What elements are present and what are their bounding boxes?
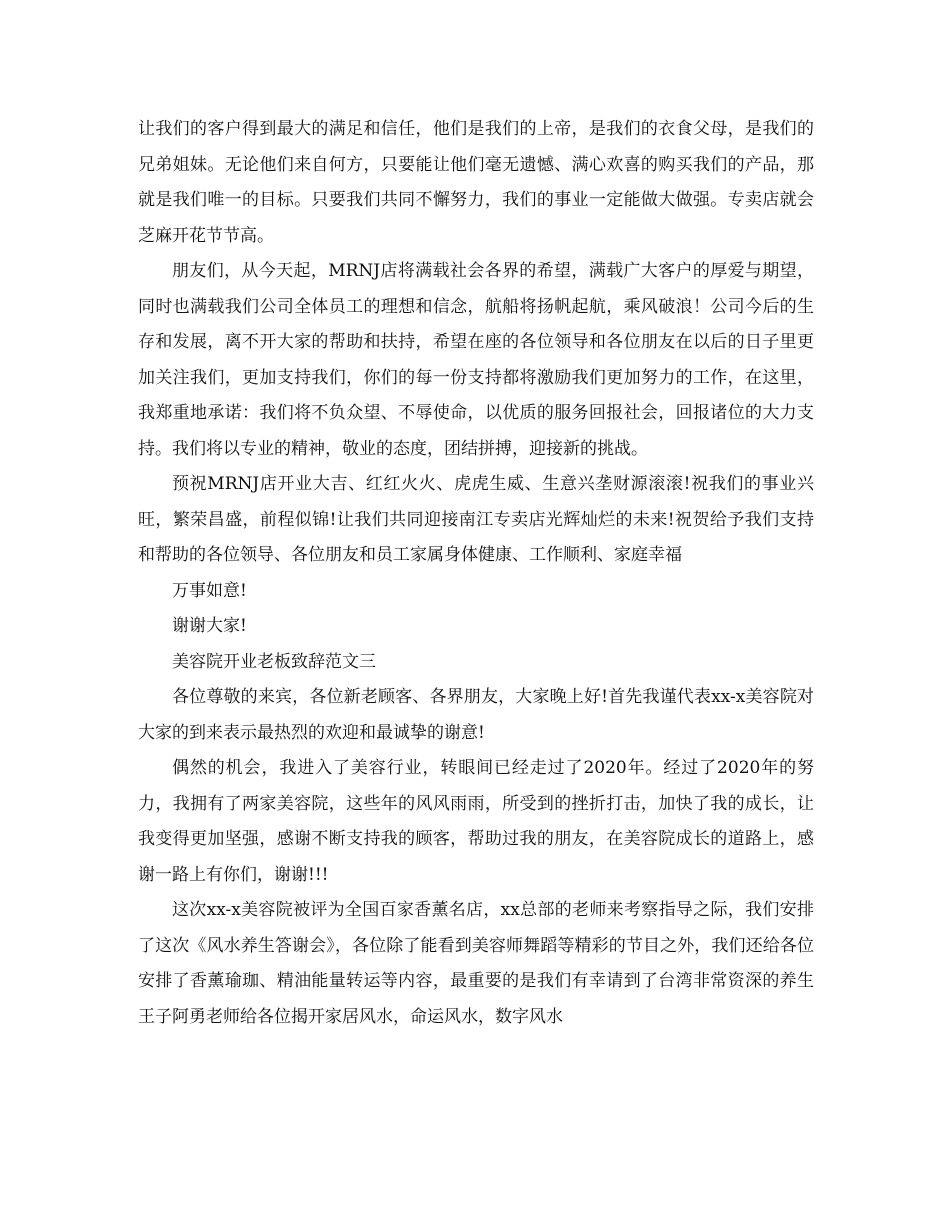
paragraph-event: 这次xx-x美容院被评为全国百家香薰名店，xx总部的老师来考察指导之际，我们安排了这次《风水养生答谢会》，各位除了能看到美容师舞蹈等精彩的节目之外，我们还给各位安排了香薰瑜珈、精油能量转运等内容，最重要的是我们有幸请到了台湾非常资深的养生王子阿勇老师给各位揭开家居风水，命运风水，数字风水 xyxy=(138,900,814,1027)
paragraph-thanks: 谢谢大家! xyxy=(172,616,247,636)
paragraph-greeting: 各位尊敬的来宾，各位新老顾客、各界朋友，大家晚上好!首先我谨代表xx-x美容院对大家的到来表示最热烈的欢迎和最诚挚的谢意! xyxy=(138,687,814,743)
paragraph-wishes: 预祝MRNJ店开业大吉、红红火火、虎虎生威、生意兴垄财源滚滚!祝我们的事业兴旺，繁荣昌盛，前程似锦!让我们共同迎接南江专卖店光辉灿烂的未来!祝贺给予我们支持和帮助的各位领导、各位朋友和员工家属身体健康、工作顺利、家庭幸福 xyxy=(138,474,814,565)
paragraph-all-the-best: 万事如意! xyxy=(172,580,247,601)
paragraph-story: 偶然的机会，我进入了美容行业，转眼间已经走过了2020年。经过了2020年的努力，我拥有了两家美容院，这些年的风风雨雨，所受到的挫折打击，加快了我的成长，让我变得更加坚强，感谢不断支持我的顾客，帮助过我的朋友，在美容院成长的道路上，感谢一路上有你们，谢谢!!! xyxy=(138,758,814,885)
paragraph-friends: 朋友们，从今天起，MRNJ店将满载社会各界的希望，满载广大客户的厚爱与期望，同时也满载我们公司全体员工的理想和信念，航船将扬帆起航，乘风破浪！公司今后的生存和发展，离不开大家的帮助和扶持，希望在座的各位领导和各位朋友在以后的日子里更加关注我们，更加支持我们，你们的每一份支持都将激励我们更加努力的工作，在这里，我郑重地承诺：我们将不负众望、不辱使命，以优质的服务回报社会，回报诸位的大力支持。我们将以专业的精神，敬业的态度，团结拼搏，迎接新的挑战。 xyxy=(138,261,814,459)
paragraph-continuation: 让我们的客户得到最大的满足和信任，他们是我们的上帝，是我们的衣食父母，是我们的兄弟姐妹。无论他们来自何方，只要能让他们毫无遗憾、满心欢喜的购买我们的产品，那就是我们唯一的目标。只要我们共同不懈努力，我们的事业一定能做大做强。专卖店就会芝麻开花节节高。 xyxy=(138,119,814,246)
section-heading: 美容院开业老板致辞范文三 xyxy=(172,651,376,672)
document-page xyxy=(138,112,814,1035)
